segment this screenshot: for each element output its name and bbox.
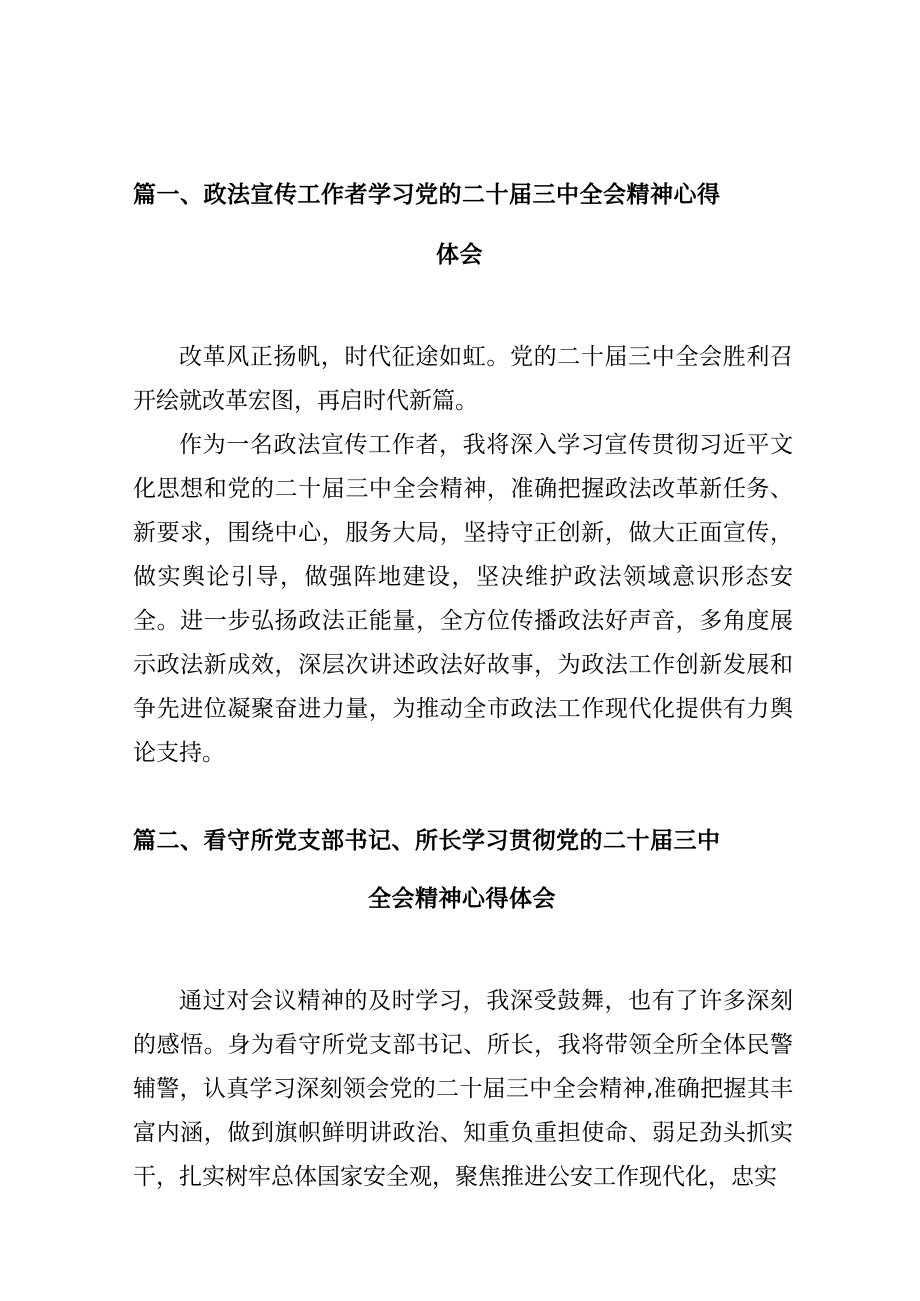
- section2-title-line1: 篇二、看守所党支部书记、所长学习贯彻党的二十届三中: [133, 828, 721, 854]
- section2-title-line2: 全会精神心得体会: [368, 886, 556, 912]
- section1-paragraph1: 改革风正扬帆，时代征途如虹。党的二十届三中全会胜利召开绘就改革宏图，再启时代新篇。: [133, 344, 793, 414]
- section1-paragraph2: 作为一名政法宣传工作者，我将深入学习宣传贯彻习近平文化思想和党的二十届三中全会精神，准确把握政法改革新任务、新要求，围绕中心，服务大局，坚持守正创新，做大正面宣传，做实舆论引导，做强阵地建设，坚决维护政法领域意识形态安全。进一步弘扬政法正能量，全方位传播政法好声音，多角度展示政法新成效，深层次讲述政法好故事，为政法工作创新发展和争先进位凝聚奋进力量，为推动全市政法工作现代化提供有力舆论支持。: [133, 432, 793, 766]
- section1-title-line2: 体会: [436, 242, 483, 268]
- section2-paragraph1: 通过对会议精神的及时学习，我深受鼓舞，也有了许多深刻的感悟。身为看守所党支部书记、所长，我将带领全所全体民警辅警，认真学习深刻领会党的二十届三中全会精神,准确把握其丰富内涵，做到旗帜鲜明讲政治、知重负重担使命、弱足劲头抓实干，扎实树牢总体国家安全观，聚焦推进公安工作现代化，忠实: [133, 988, 793, 1190]
- section1-title-line1: 篇一、政法宣传工作者学习党的二十届三中全会精神心得: [133, 182, 721, 208]
